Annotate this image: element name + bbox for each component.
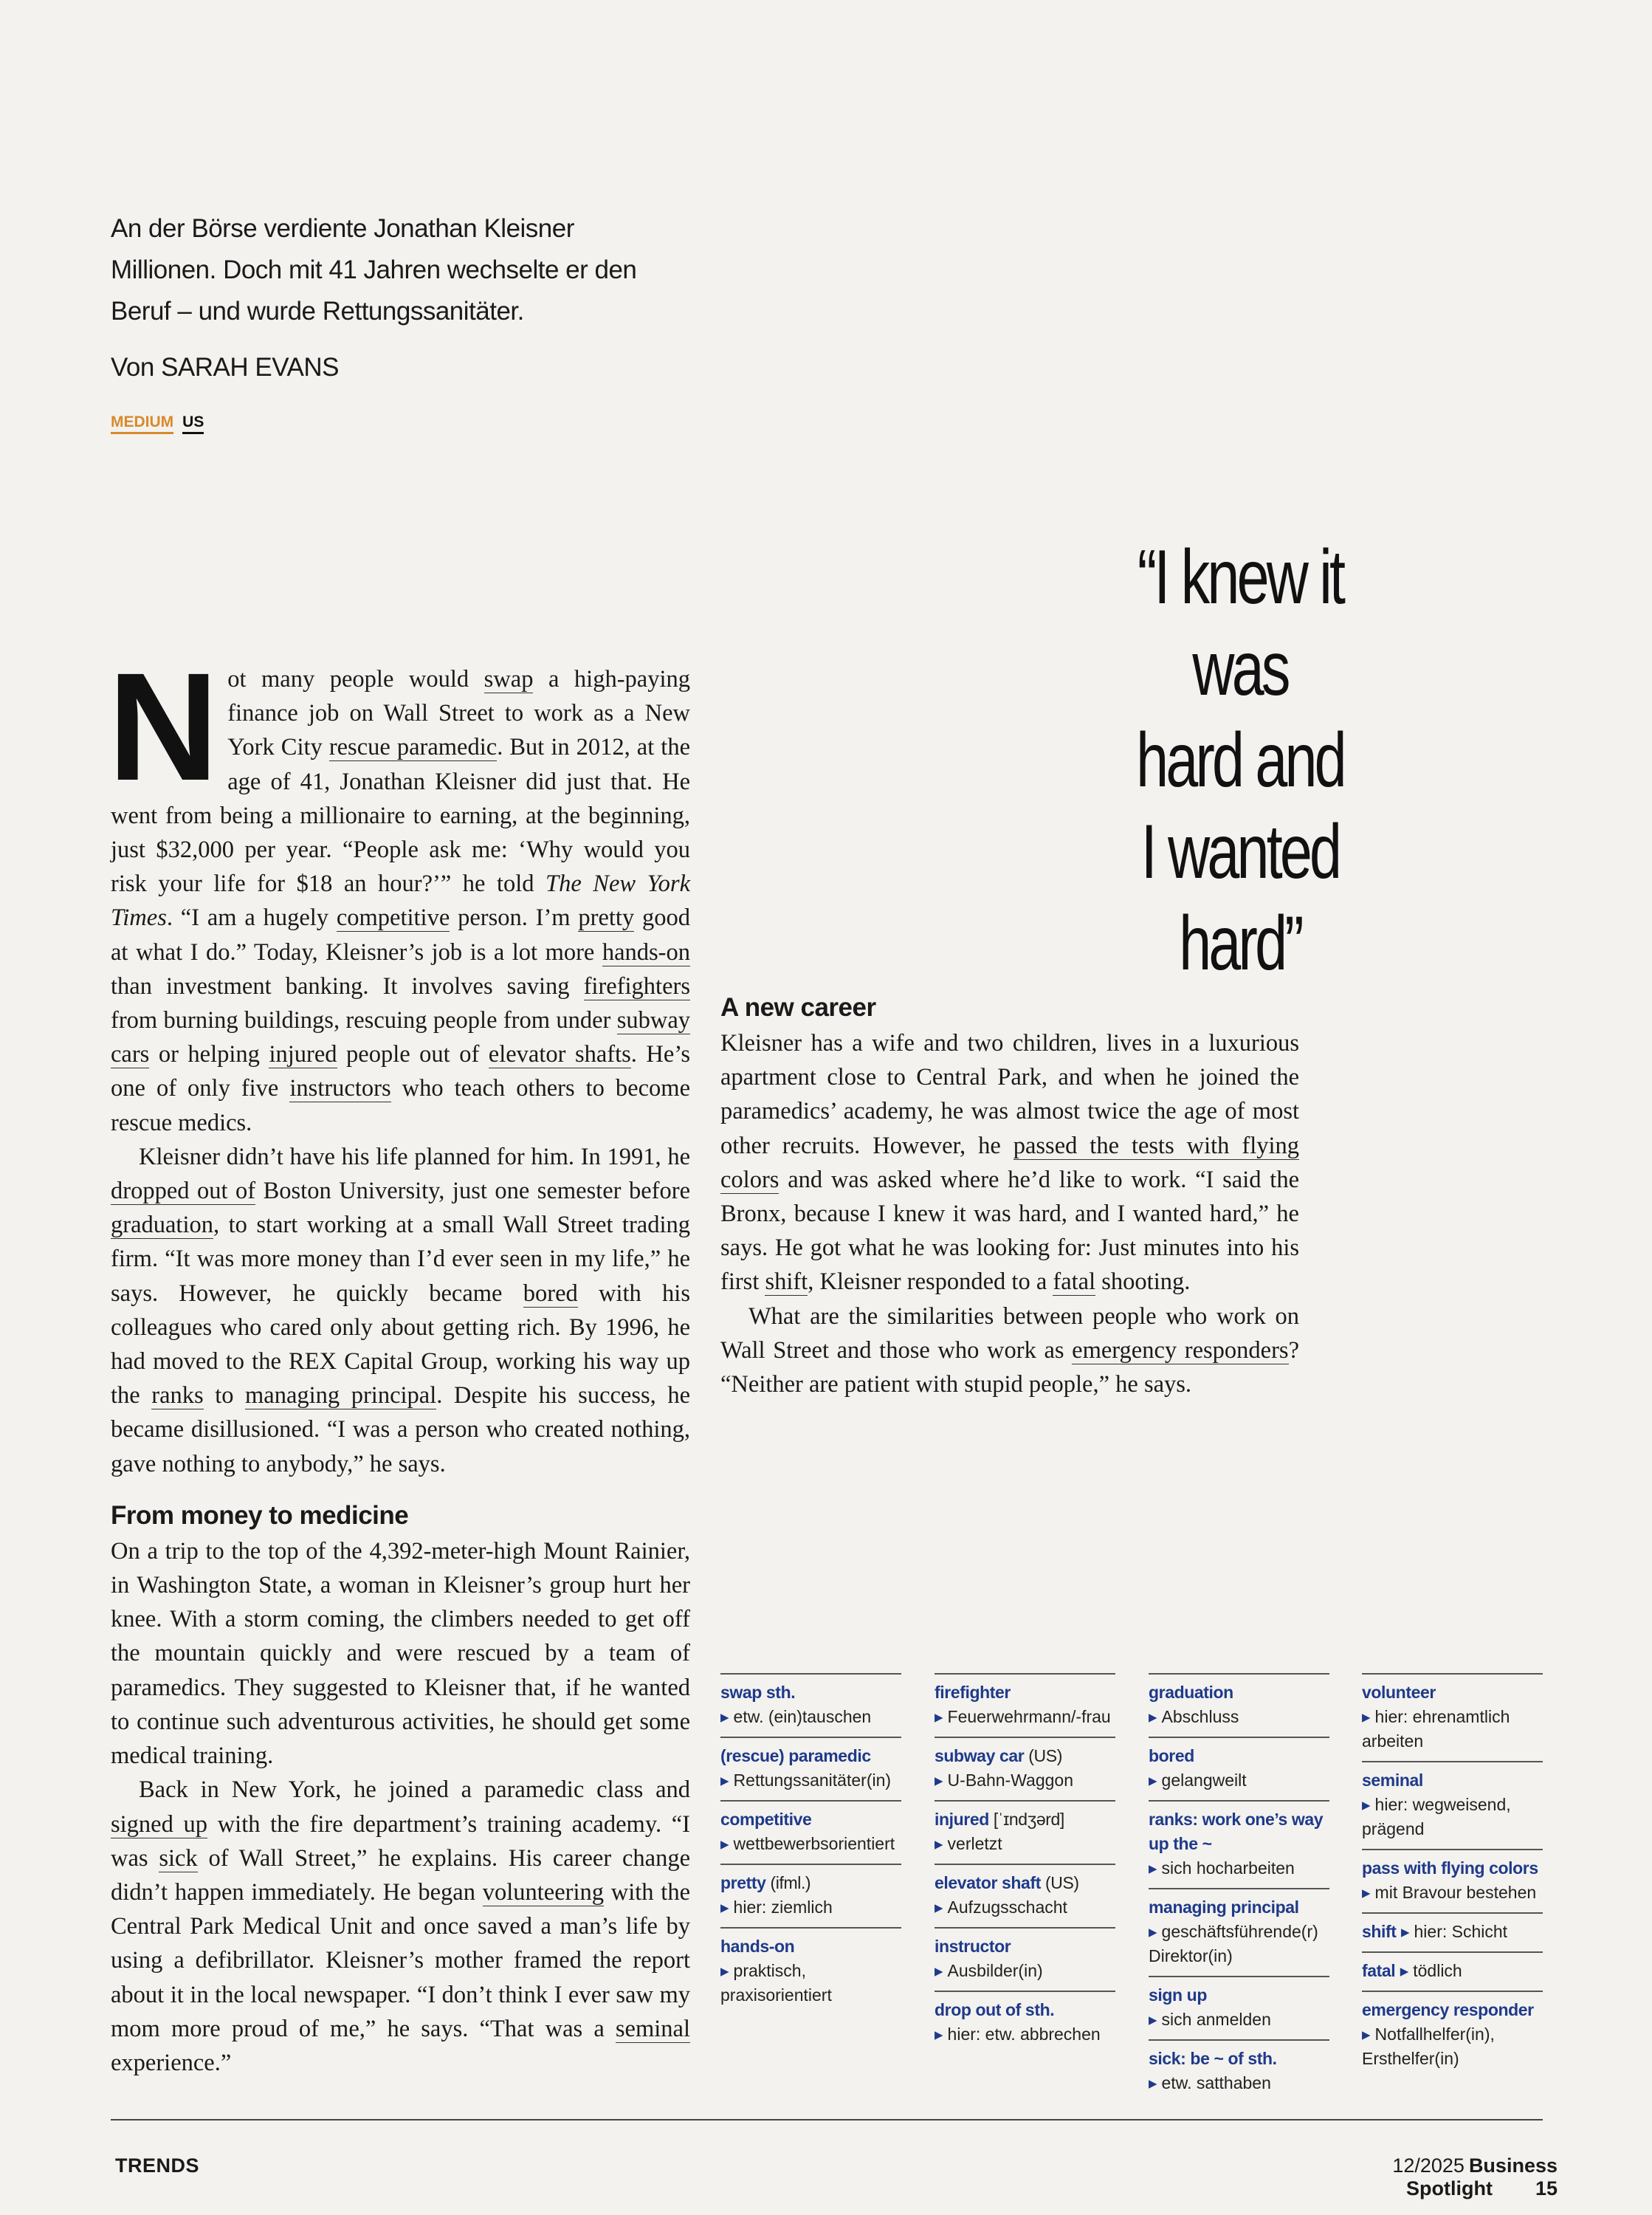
article-column-1 [108, 642, 691, 2080]
arrow-icon: ▸ [720, 1898, 729, 1917]
glossary-definition: ▸ etw. satthaben [1149, 2073, 1271, 2092]
glossary-definition: ▸ sich hocharbeiten [1149, 1858, 1295, 1878]
glossary-entry [720, 1673, 901, 1737]
subheading-new-career: A new career [720, 993, 876, 1022]
arrow-icon: ▸ [1149, 2073, 1157, 2092]
glossary-definition: ▸ Feuerwehrmann/-frau [935, 1707, 1111, 1726]
glossary-term: subway car (US) [935, 1746, 1062, 1765]
glossary-entry [935, 1927, 1115, 1991]
glossary-term: ranks: work one’s way up the ~ [1149, 1810, 1324, 1853]
glossary-definition: ▸ verletzt [935, 1834, 1002, 1853]
glossary-entry [1149, 1737, 1329, 1800]
glossary-entry [1149, 2039, 1329, 2103]
glossary-note: [ˈɪndʒərd] [993, 1810, 1064, 1829]
glossary-entry [1149, 1888, 1329, 1976]
difficulty-badge: MEDIUM [111, 413, 173, 434]
arrow-icon: ▸ [720, 1834, 729, 1853]
glossary-term: competitive [720, 1810, 812, 1829]
glossary-definition: ▸ hier: Schicht [1400, 1922, 1508, 1941]
paragraph-6: What are the similarities between people who work on Wall Street and those who work as emergency responders? “Neither are patient with stupid people,” he says. [720, 1302, 1299, 1398]
glossary-definition: ▸ Abschluss [1149, 1707, 1239, 1726]
glossary-term: graduation [1149, 1683, 1233, 1702]
arrow-icon: ▸ [1362, 1795, 1371, 1814]
glossary-definition: ▸ praktisch, praxisorientiert [720, 1961, 832, 2005]
glossary-definition: ▸ wettbewerbsorientiert [720, 1834, 895, 1853]
glossary-term: instructor [935, 1937, 1011, 1956]
glossary-term: shift [1362, 1922, 1397, 1941]
arrow-icon: ▸ [1400, 1922, 1410, 1941]
glossary-entry [1362, 1673, 1543, 1761]
arrow-icon: ▸ [935, 1707, 943, 1726]
glossary-definition: ▸ U-Bahn-Waggon [935, 1771, 1074, 1790]
pull-quote-line: “I knew it was [1137, 535, 1343, 712]
glossary-entry [1362, 1912, 1543, 1951]
page-number: 15 [1535, 2177, 1558, 2199]
glossary-entry [1149, 1976, 1329, 2039]
glossary-definition: ▸ hier: wegweisend, prägend [1362, 1795, 1511, 1838]
arrow-icon: ▸ [720, 1707, 729, 1726]
arrow-icon: ▸ [1149, 1858, 1157, 1878]
pull-quote-line: hard and [1136, 718, 1344, 803]
glossary-term: sign up [1149, 1985, 1207, 2005]
glossary-definition: ▸ hier: etw. abbrechen [935, 2025, 1101, 2044]
glossary-entry [1149, 1673, 1329, 1737]
arrow-icon: ▸ [1362, 1707, 1371, 1726]
glossary-definition: ▸ Notfallhelfer(in), Ersthelfer(in) [1362, 2025, 1495, 2068]
byline: Von SARAH EVANS [111, 353, 339, 382]
paragraph-3: On a trip to the top of the 4,392-meter-high Mount Rainier, in Washington State, a woman in Kleisner’s group hurt her knee. With a storm coming, the climbers needed to get off the mountain quickly and were rescued by a team of paramedics. They suggested to Kleisner that, if he wanted to continue such adventurous activities, he should get some medical training. [111, 1537, 690, 1770]
glossary-entry [1362, 1761, 1543, 1849]
glossary-definition: ▸ Aufzugsschacht [935, 1898, 1067, 1917]
pull-quote-line: I wanted hard” [1140, 809, 1340, 986]
glossary-term: managing principal [1149, 1898, 1299, 1917]
arrow-icon: ▸ [935, 1771, 943, 1790]
bottom-rule [111, 2119, 1543, 2120]
glossary-definition: ▸ etw. (ein)tauschen [720, 1707, 872, 1726]
subheading-money-to-medicine: From money to medicine [111, 1500, 409, 1530]
glossary-definition: ▸ Ausbilder(in) [935, 1961, 1043, 1980]
glossary-term: pretty (ifml.) [720, 1873, 811, 1892]
glossary-term: fatal [1362, 1961, 1396, 1980]
glossary-column-4 [1362, 1673, 1543, 2078]
glossary-term: injured [ˈɪndʒərd] [935, 1810, 1064, 1829]
arrow-icon: ▸ [935, 1898, 943, 1917]
arrow-icon: ▸ [1149, 2010, 1157, 2029]
glossary-definition: ▸ Rettungssanitäter(in) [720, 1771, 892, 1790]
glossary-term: elevator shaft (US) [935, 1873, 1079, 1892]
glossary-entry [1362, 1991, 1543, 2078]
glossary-column-3 [1149, 1673, 1329, 2103]
paragraph-4: Back in New York, he joined a paramedic class and signed up with the fire department’s training academy. “I was sick of Wall Street,” he explains. His career change didn’t happen immediately. He began volunteering with the Central Park Medical Unit and once saved a man’s life by using a defibrillator. Kleisner’s mother framed the report about it in the local newspaper. “I don’t think I ever saw my mom more proud of me,” he says. “That was a seminal experience.” [111, 1776, 691, 2076]
arrow-icon: ▸ [1362, 2025, 1371, 2044]
arrow-icon: ▸ [720, 1961, 729, 1980]
glossary-term: hands-on [720, 1937, 795, 1956]
glossary-entry [720, 1800, 901, 1864]
glossary-definition: ▸ gelangweilt [1149, 1771, 1247, 1790]
arrow-icon: ▸ [1149, 1707, 1157, 1726]
variety-badge: US [182, 413, 204, 434]
glossary-term: drop out of sth. [935, 2000, 1055, 2019]
glossary-note: (US) [1028, 1746, 1062, 1765]
glossary-entry [935, 1864, 1115, 1927]
section-label: TRENDS [115, 2154, 200, 2177]
glossary-definition: ▸ tödlich [1400, 1961, 1462, 1980]
glossary-term: (rescue) paramedic [720, 1746, 871, 1765]
glossary-entry [935, 1737, 1115, 1800]
paragraph-2: Kleisner didn’t have his life planned for him. In 1991, he dropped out of Boston University, just one semester before graduation, to start working at a small Wall Street trading firm. “It was more money than I’d ever seen in my life,” he says. However, he quickly became bored with his colleagues who cared only about getting rich. By 1996, he had moved to the REX Capital Group, working his way up the ranks to managing principal. Despite his success, he became disillusioned. “I was a person who created nothing, gave nothing to anybody,” he says. [111, 1143, 691, 1477]
arrow-icon: ▸ [935, 1834, 943, 1853]
glossary-definition: ▸ sich anmelden [1149, 2010, 1271, 2029]
arrow-icon: ▸ [935, 1961, 943, 1980]
glossary-entry [720, 1737, 901, 1800]
glossary-column-1 [720, 1673, 901, 2015]
glossary-entry [935, 1991, 1115, 2054]
intro-deck: An der Börse verdiente Jonathan Kleisner Millionen. Doch mit 41 Jahren wechselte er den Beruf – und wurde Rettungssanitäter. [111, 214, 637, 326]
glossary-term: volunteer [1362, 1683, 1436, 1702]
glossary-term: seminal [1362, 1771, 1423, 1790]
arrow-icon: ▸ [935, 2025, 943, 2044]
glossary-entry [1149, 1800, 1329, 1888]
pull-quote [1094, 532, 1386, 989]
glossary-definition: ▸ mit Bravour bestehen [1362, 1883, 1537, 1902]
arrow-icon: ▸ [1400, 1961, 1409, 1980]
glossary-definition: ▸ hier: ehrenamtlich arbeiten [1362, 1707, 1510, 1751]
glossary-note: (ifml.) [770, 1873, 811, 1892]
glossary-entry [935, 1800, 1115, 1864]
glossary-entry [935, 1673, 1115, 1737]
glossary-entry [1362, 1849, 1543, 1912]
article-column-2 [720, 973, 1299, 1401]
glossary-term: swap sth. [720, 1683, 796, 1702]
arrow-icon: ▸ [1362, 1883, 1371, 1902]
issue-date: 12/2025 [1392, 2154, 1465, 2177]
paragraph-1: Not many people would swap a high-paying finance job on Wall Street to work as a New York City rescue paramedic. But in 2012, at the age of 41, Jonathan Kleisner did just that. He went from being a millionaire to earning, at the beginning, just $32,000 per year. “People ask me: ‘Why would you risk your life for $18 an hour?’” he told The New York Times. “I am a hugely competitive person. I’m pretty good at what I do.” Today, Kleisner’s job is a lot more hands-on than investment banking. It involves saving firefighters from burning buildings, rescuing people from under subway cars or helping injured people out of elevator shafts. He’s one of only five instructors who teach others to become rescue medics. [108, 642, 691, 1136]
page-footer [1240, 2154, 1558, 2200]
level-badges [111, 413, 204, 431]
glossary-column-2 [935, 1673, 1115, 2054]
drop-cap: N [108, 642, 219, 813]
glossary-definition: ▸ geschäftsführende(r) Direktor(in) [1149, 1922, 1318, 1965]
glossary-note: (US) [1044, 1873, 1079, 1892]
arrow-icon: ▸ [1149, 1771, 1157, 1790]
glossary-term: pass with flying colors [1362, 1858, 1538, 1878]
glossary-term: emergency responder [1362, 2000, 1534, 2019]
arrow-icon: ▸ [1149, 1922, 1157, 1941]
glossary-entry [720, 1927, 901, 2015]
paragraph-5: Kleisner has a wife and two children, lives in a luxurious apartment close to Central Park, and when he joined the paramedics’ academy, he was almost twice the age of most other recruits. However, he passed the tests with flying colors and was asked where he’d like to work. “I said the Bronx, because I knew it was hard, and I wanted hard,” he says. He got what he was looking for: Just minutes into his first shift, Kleisner responded to a fatal shooting. [720, 1030, 1300, 1296]
glossary-definition: ▸ hier: ziemlich [720, 1898, 833, 1917]
glossary-term: bored [1149, 1746, 1194, 1765]
glossary-term: firefighter [935, 1683, 1011, 1702]
glossary-entry [1362, 1951, 1543, 1991]
glossary-term: sick: be ~ of sth. [1149, 2049, 1277, 2068]
glossary-entry [720, 1864, 901, 1927]
magazine-name: Business Spotlight [1405, 2154, 1558, 2199]
arrow-icon: ▸ [720, 1771, 729, 1790]
